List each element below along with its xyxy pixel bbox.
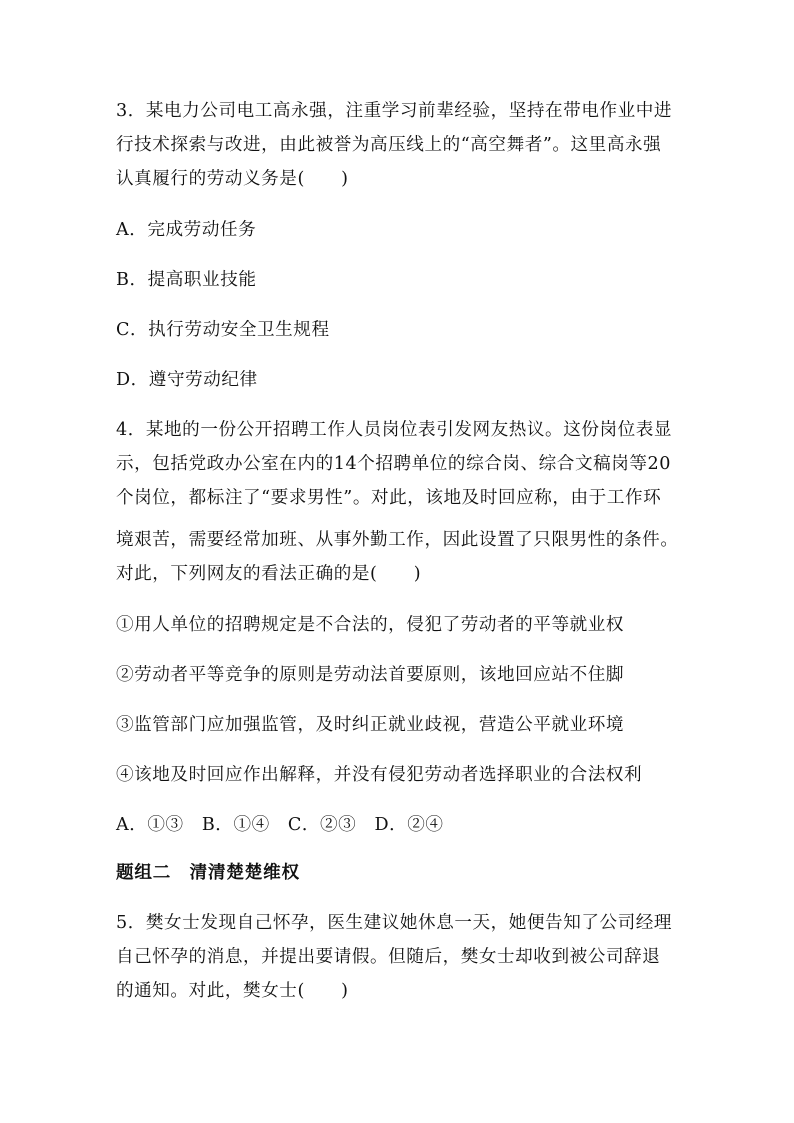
q4-stem-line-3: 个岗位，都标注了“要求男性”。对此，该地及时回应称，由于工作环: [116, 488, 662, 508]
q3-option-c: C．执行劳动安全卫生规程: [116, 320, 330, 340]
q4-statement-3: ③监管部门应加强监管，及时纠正就业歧视，营造公平就业环境: [116, 715, 625, 735]
q4-statement-1: ①用人单位的招聘规定是不合法的，侵犯了劳动者的平等就业权: [116, 615, 625, 635]
q3-stem-line-2: 行技术探索与改进，由此被誉为高压线上的“高空舞者”。这里高永强: [116, 135, 662, 155]
q3-option-d: D．遵守劳动纪律: [116, 370, 258, 390]
q3-stem-line-1: 3．某电力公司电工高永强，注重学习前辈经验，坚持在带电作业中进: [116, 101, 673, 121]
q5-stem-line-2: 自己怀孕的消息，并提出要请假。但随后，樊女士却收到被公司辞退: [116, 947, 661, 967]
q3-option-b: B．提高职业技能: [116, 270, 257, 290]
q3-stem-line-3: 认真履行的劳动义务是( ): [116, 169, 349, 189]
section-heading: 题组二 清清楚楚维权: [116, 862, 300, 883]
q4-stem-line-4: 境艰苦，需要经常加班、从事外勤工作，因此设置了只限男性的条件。: [116, 530, 679, 550]
q5-stem-line-3: 的通知。对此，樊女士( ): [116, 981, 349, 1001]
q4-stem-line-5: 对此，下列网友的看法正确的是( ): [116, 564, 422, 584]
q5-stem-line-1: 5．樊女士发现自己怀孕，医生建议她休息一天，她便告知了公司经理: [116, 913, 673, 933]
q4-statement-4: ④该地及时回应作出解释，并没有侵犯劳动者选择职业的合法权利: [116, 765, 643, 785]
q4-statement-2: ②劳动者平等竞争的原则是劳动法首要原则，该地回应站不住脚: [116, 665, 625, 685]
q3-option-a: A．完成劳动任务: [116, 220, 257, 240]
q4-stem-line-1: 4．某地的一份公开招聘工作人员岗位表引发网友热议。这份岗位表显: [116, 420, 673, 440]
q4-answer-choices: A．①③ B．①④ C．②③ D．②④: [116, 815, 444, 835]
q4-stem-line-2: 示，包括党政办公室在内的14个招聘单位的综合岗、综合文稿岗等20: [116, 454, 672, 474]
